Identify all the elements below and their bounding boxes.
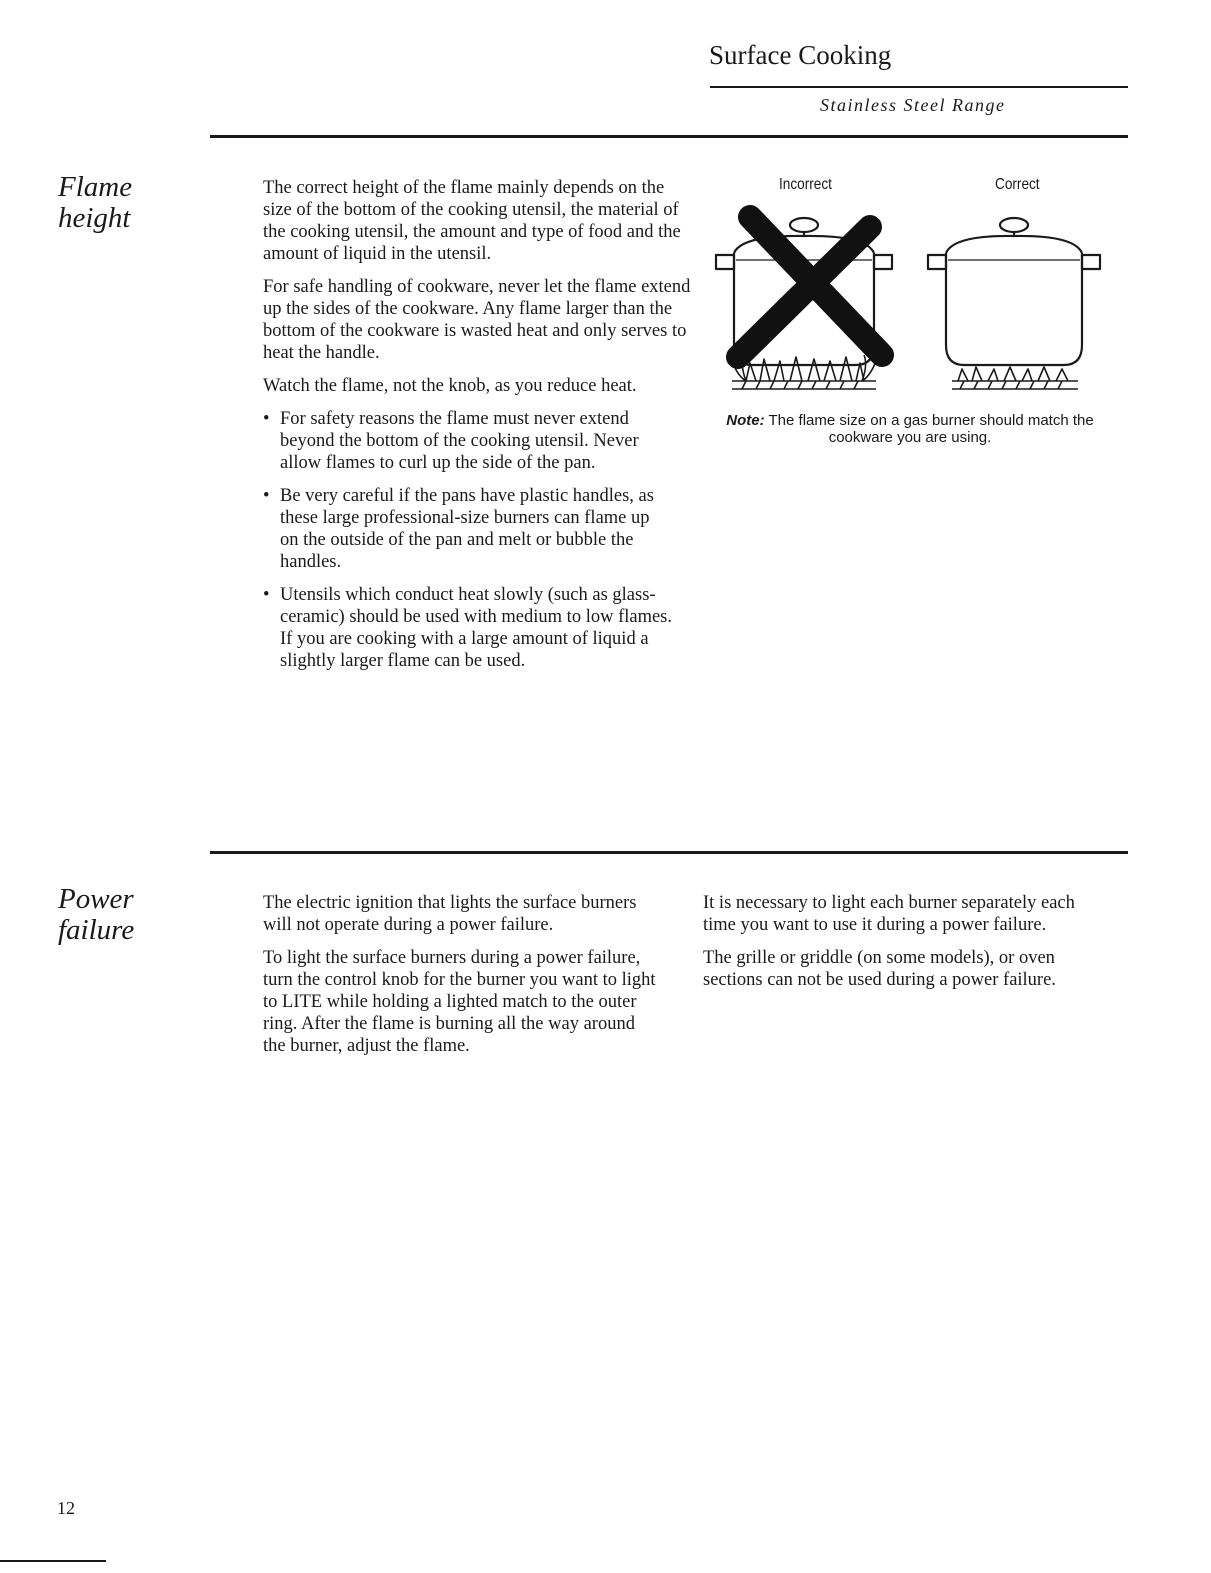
incorrect-cross-mark bbox=[738, 217, 882, 357]
section-title-power-failure bbox=[58, 884, 134, 946]
bullet-item bbox=[263, 408, 675, 474]
page-title: Surface Cooking bbox=[709, 40, 892, 70]
bullet-dot: • bbox=[263, 409, 270, 429]
paragraph: For safe handling of cookware, never let the flame extend up the sides of the cookware. Any flame larger than the bottom of the cookware is wasted heat and only serves to heat the handle. bbox=[263, 277, 691, 363]
bullet-text: Be very careful if the pans have plastic handles, as these large professional-size burners can flame up on the outside of the pan and melt or bubble the handles. bbox=[280, 486, 654, 572]
section-title-line: height bbox=[58, 202, 131, 234]
power-failure-left-text bbox=[263, 892, 658, 1068]
page-subtitle: Stainless Steel Range bbox=[820, 95, 1006, 115]
paragraph: To light the surface burners during a power failure, turn the control knob for the burner you want to light to LITE while holding a lighted match to the outer ring. After the flame is burning all the way around the burner, adjust the flame. bbox=[263, 948, 656, 1056]
paragraph: The correct height of the flame mainly depends on the size of the bottom of the cooking utensil, the material of the cooking utensil, the amount and type of food and the amount of liquid in the utensil. bbox=[263, 178, 681, 264]
correct-pot-illustration bbox=[928, 218, 1100, 365]
header-divider bbox=[710, 86, 1128, 88]
bullet-text: For safety reasons the flame must never extend beyond the bottom of the cooking utensil. Never allow flames to curl up the side of the pan. bbox=[280, 409, 639, 473]
bullet-dot: • bbox=[263, 486, 270, 506]
paragraph: The electric ignition that lights the surface burners will not operate during a power failure. bbox=[263, 893, 637, 935]
incorrect-large-flame bbox=[730, 355, 878, 389]
section-divider-power-failure bbox=[210, 851, 1128, 854]
section-title-line: failure bbox=[58, 914, 135, 946]
figure-note bbox=[720, 412, 1100, 446]
power-failure-right-text bbox=[703, 892, 1103, 1002]
figure-label-incorrect: Incorrect bbox=[779, 176, 832, 193]
correct-small-flame bbox=[952, 367, 1078, 389]
bullet-dot: • bbox=[263, 585, 270, 605]
flame-size-diagram bbox=[712, 205, 1108, 400]
paragraph: Watch the flame, not the knob, as you reduce heat. bbox=[263, 376, 637, 396]
page-number: 12 bbox=[57, 1498, 75, 1518]
section-divider-flame-height bbox=[210, 135, 1128, 138]
section-title-line: Flame bbox=[58, 171, 133, 203]
flame-height-text bbox=[263, 177, 693, 683]
paragraph: The grille or griddle (on some models), or oven sections can not be used during a power failure. bbox=[703, 948, 1056, 990]
bullet-item bbox=[263, 485, 655, 573]
figure-label-correct: Correct bbox=[995, 176, 1040, 193]
section-title-line: Power bbox=[58, 883, 134, 915]
paragraph: It is necessary to light each burner separately each time you want to use it during a power failure. bbox=[703, 893, 1075, 935]
section-title-flame-height bbox=[58, 172, 132, 234]
bullet-text: Utensils which conduct heat slowly (such as glass-ceramic) should be used with medium to low flames. If you are cooking with a large amount of liquid a slightly larger flame can be used. bbox=[280, 585, 673, 671]
note-label: Note: bbox=[726, 412, 765, 429]
bullet-item bbox=[263, 584, 680, 672]
note-text: The flame size on a gas burner should match the cookware you are using. bbox=[764, 412, 1094, 446]
footer-divider bbox=[0, 1560, 106, 1562]
